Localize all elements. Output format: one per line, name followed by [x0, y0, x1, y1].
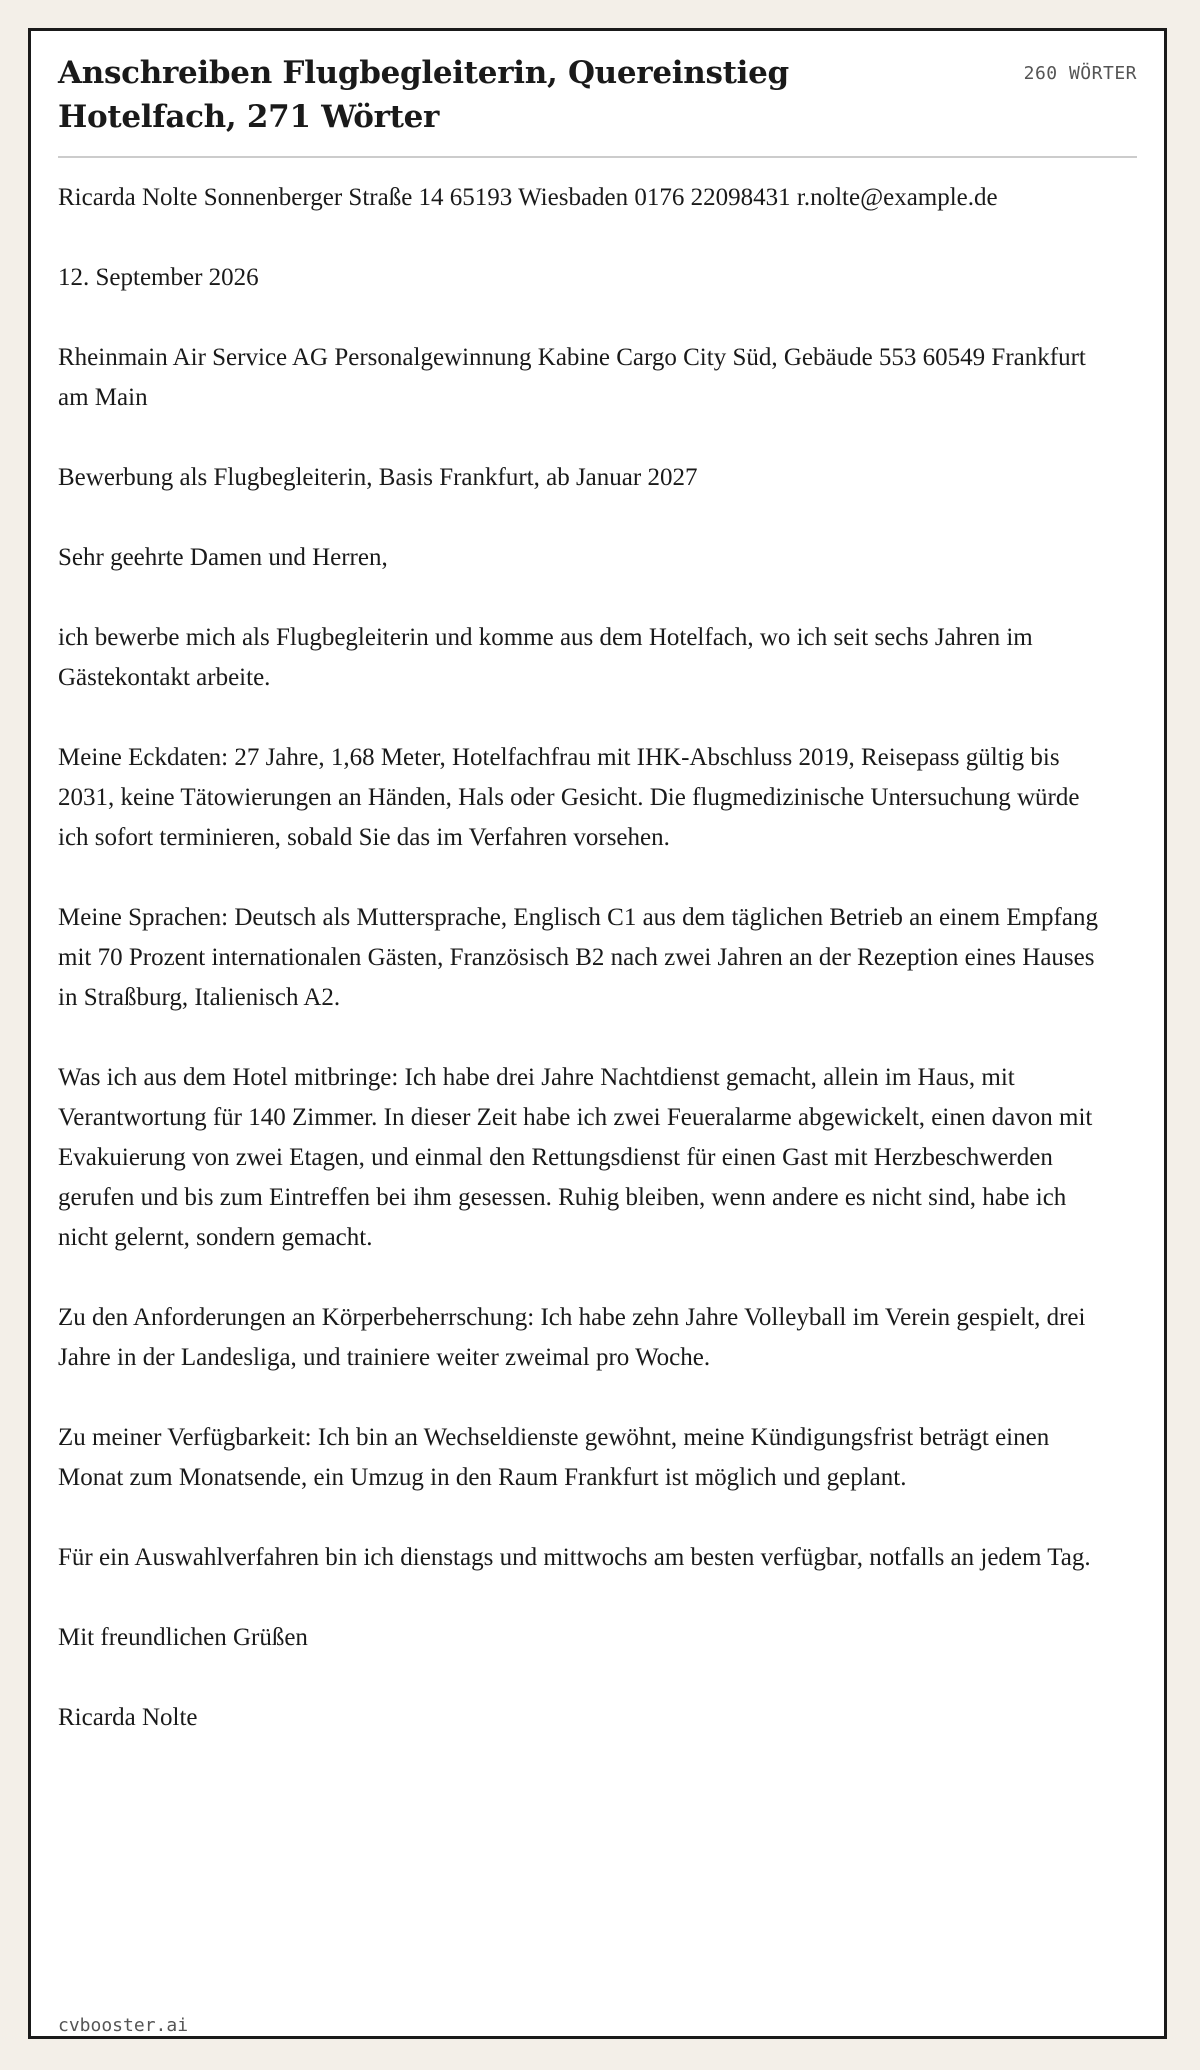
- paragraph-key-data: Meine Eckdaten: 27 Jahre, 1,68 Meter, Hotelfachfrau mit IHK-Abschluss 2019, Reisepass gültig bis 2031, keine Tätowierungen an Händen, Hals oder Gesicht. Die flugmedizinische Untersuchung würde ich sofort terminieren, sobald Sie das im Verfahren vorsehen.: [58, 744, 1080, 851]
- word-count-label: 260 WÖRTER: [1023, 63, 1137, 84]
- document-header: [58, 51, 1137, 158]
- letter-subject: Bewerbung als Flugbegleiterin, Basis Frankfurt, ab Januar 2027: [58, 464, 698, 491]
- letter-body: [58, 178, 1098, 1778]
- paragraph-fitness: Zu den Anforderungen an Körperbeherrschung: Ich habe zehn Jahre Volleyball im Verein gespielt, drei Jahre in der Landesliga, und trainiere weiter zweimal pro Woche.: [58, 1304, 1086, 1371]
- sender-address: Ricarda Nolte Sonnenberger Straße 14 65193 Wiesbaden 0176 22098431 r.nolte@example.de: [58, 184, 998, 211]
- document-title: Anschreiben Flugbegleiterin, Quereinstieg Hotelfach, 271 Wörter: [58, 55, 789, 135]
- closing-phrase: Mit freundlichen Grüßen: [58, 1624, 308, 1651]
- paragraph-languages: Meine Sprachen: Deutsch als Muttersprache, Englisch C1 aus dem täglichen Betrieb an einem Empfang mit 70 Prozent internationalen Gästen, Französisch B2 nach zwei Jahren an der Rezeption eines Hauses in Straßburg, Italienisch A2.: [58, 904, 1098, 1011]
- signature-name: Ricarda Nolte: [58, 1704, 198, 1731]
- recipient-address: Rheinmain Air Service AG Personalgewinnung Kabine Cargo City Süd, Gebäude 553 60549 Frankfurt am Main: [58, 344, 1086, 411]
- letter-date: 12. September 2026: [58, 264, 259, 291]
- footer-brand: cvbooster.ai: [58, 2015, 189, 2036]
- salutation: Sehr geehrte Damen und Herren,: [58, 544, 388, 571]
- paragraph-selection-process: Für ein Auswahlverfahren bin ich dienstags und mittwochs am besten verfügbar, notfalls an jedem Tag.: [58, 1544, 1091, 1571]
- paragraph-hotel-experience: Was ich aus dem Hotel mitbringe: Ich habe drei Jahre Nachtdienst gemacht, allein im Haus, mit Verantwortung für 140 Zimmer. In dieser Zeit habe ich zwei Feueralarme abgewickelt, einen davon mit Evakuierung von zwei Etagen, und einmal den Rettungsdienst für einen Gast mit Herzbeschwerden gerufen und bis zum Eintreffen bei ihm gesessen. Ruhig bleiben, wenn andere es nicht sind, habe ich nicht gelernt, sondern gemacht.: [58, 1064, 1093, 1251]
- paragraph-intro: ich bewerbe mich als Flugbegleiterin und komme aus dem Hotelfach, wo ich seit sechs Jahren im Gästekontakt arbeite.: [58, 624, 1033, 691]
- paragraph-availability: Zu meiner Verfügbarkeit: Ich bin an Wechseldienste gewöhnt, meine Kündigungsfrist beträgt einen Monat zum Monatsende, ein Umzug in den Raum Frankfurt ist möglich und geplant.: [58, 1424, 1050, 1491]
- document-card: [28, 28, 1167, 2039]
